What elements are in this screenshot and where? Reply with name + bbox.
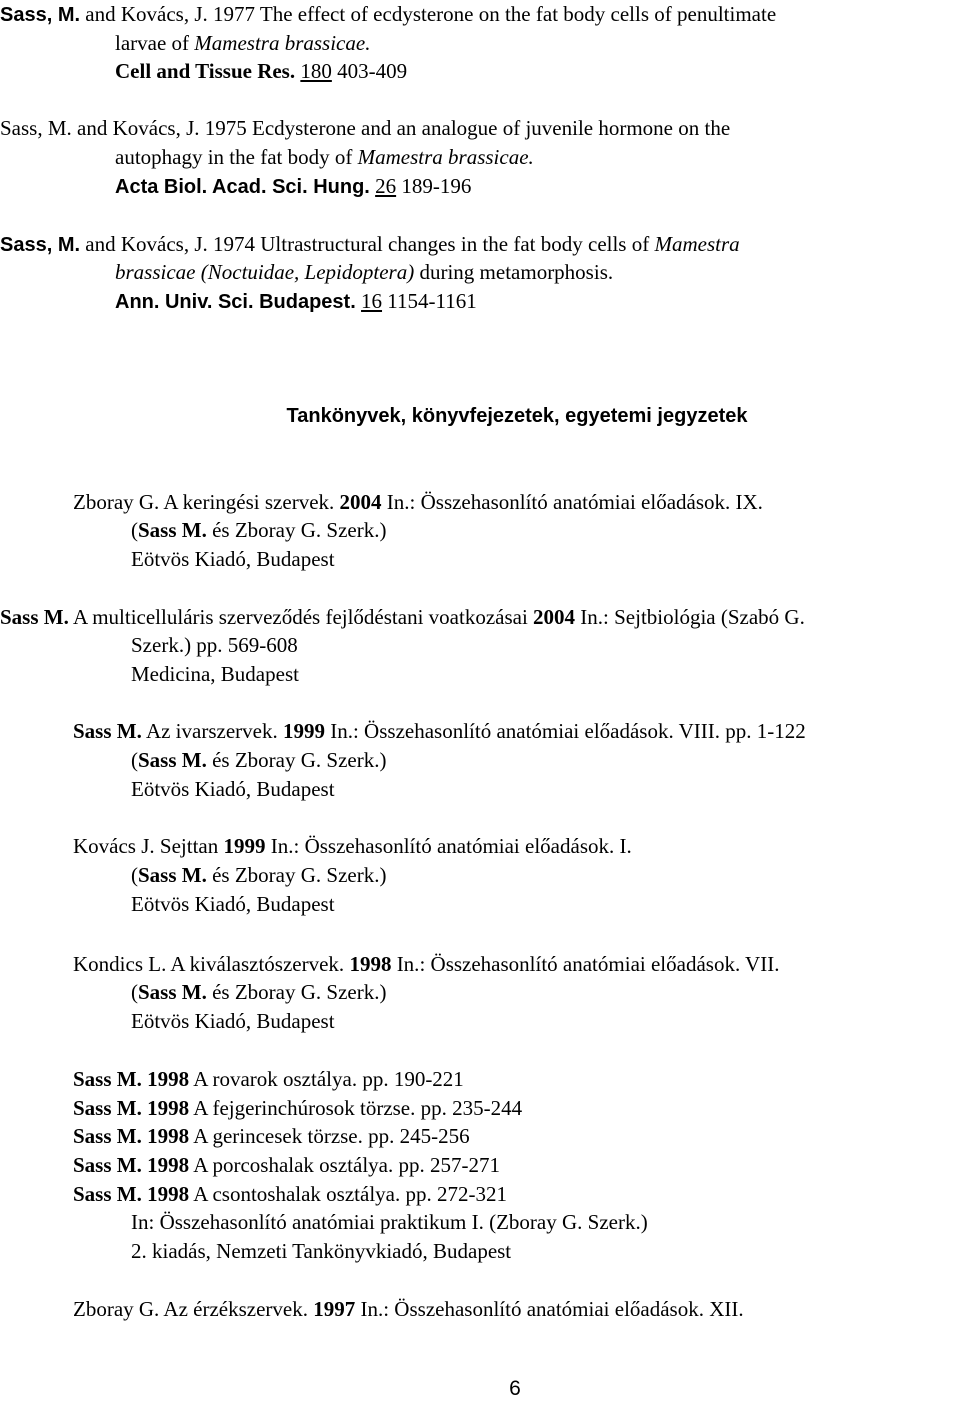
book-2-line-2: Szerk.) pp. 569-608 xyxy=(131,633,298,657)
ref-1-author: Sass, M. xyxy=(0,4,81,26)
ref-1-line-2: larvae of Mamestra brassicae. xyxy=(115,31,371,55)
ref-3-author: Sass, M. xyxy=(0,234,81,256)
book-6-in-line: In: Összehasonlító anatómiai praktikum I. (Zboray G. Szerk.) xyxy=(131,1210,648,1234)
book-4-publisher: Eötvös Kiadó, Budapest xyxy=(131,892,335,916)
list-item: Sass M. 1998 A porcoshalak osztálya. pp. 257-271 xyxy=(73,1153,500,1177)
book-4-line-1: Kovács J. Sejttan 1999 In.: Összehasonlító anatómiai előadások. I. xyxy=(73,834,632,858)
ref-1-species: Mamestra brassicae. xyxy=(194,31,371,55)
ref-3-line-2: brassicae (Noctuidae, Lepidoptera) during metamorphosis. xyxy=(115,260,614,284)
book-1-editors: (Sass M. és Zboray G. Szerk.) xyxy=(131,518,387,542)
book-4-editors: (Sass M. és Zboray G. Szerk.) xyxy=(131,863,387,887)
list-item: Sass M. 1998 A fejgerinchúrosok törzse. pp. 235-244 xyxy=(73,1096,523,1120)
book-3-publisher: Eötvös Kiadó, Budapest xyxy=(131,777,335,801)
ref-2-line-3: Acta Biol. Acad. Sci. Hung. 26 189-196 xyxy=(115,174,472,198)
book-7-line-1: Zboray G. Az érzékszervek. 1997 In.: Összehasonlító anatómiai előadások. XII. xyxy=(73,1297,744,1321)
list-item: Sass M. 1998 A csontoshalak osztálya. pp. 272-321 xyxy=(73,1182,507,1206)
book-1-line-1: Zboray G. A keringési szervek. 2004 In.: Összehasonlító anatómiai előadások. IX. xyxy=(73,490,763,514)
ref-2-line-1: Sass, M. and Kovács, J. 1975 Ecdysterone and an analogue of juvenile hormone on the xyxy=(0,116,731,140)
book-2-publisher: Medicina, Budapest xyxy=(131,662,299,686)
ref-3-species: brassicae (Noctuidae, Lepidoptera) xyxy=(115,260,415,284)
book-3-editors: (Sass M. és Zboray G. Szerk.) xyxy=(131,748,387,772)
book-5-editors: (Sass M. és Zboray G. Szerk.) xyxy=(131,980,387,1004)
ref-3-line-1: Sass, M. and Kovács, J. 1974 Ultrastructural changes in the fat body cells of Mamestra xyxy=(0,232,740,256)
list-item: Sass M. 1998 A gerincesek törzse. pp. 245-256 xyxy=(73,1124,470,1148)
ref-1-journal: Cell and Tissue Res. xyxy=(115,59,296,83)
ref-2-line-2: autophagy in the fat body of Mamestra brassicae. xyxy=(115,145,534,169)
book-2-line-1: Sass M. A multicelluláris szerveződés fejlődéstani voatkozásai 2004 In.: Sejtbiológia (Szabó G. xyxy=(0,605,805,629)
ref-3-volume: 16 xyxy=(361,289,383,313)
book-1-publisher: Eötvös Kiadó, Budapest xyxy=(131,547,335,571)
ref-1-line-1: Sass, M. and Kovács, J. 1977 The effect of ecdysterone on the fat body cells of penultimate xyxy=(0,2,777,26)
book-6-edition: 2. kiadás, Nemzeti Tankönyvkiadó, Budapest xyxy=(131,1239,512,1263)
ref-1-volume: 180 xyxy=(300,59,332,83)
book-5-line-1: Kondics L. A kiválasztószervek. 1998 In.: Összehasonlító anatómiai előadások. VII. xyxy=(73,952,780,976)
ref-3-line-3: Ann. Univ. Sci. Budapest. 16 1154-1161 xyxy=(115,289,477,313)
book-5-publisher: Eötvös Kiadó, Budapest xyxy=(131,1009,335,1033)
ref-3-journal: Ann. Univ. Sci. Budapest. xyxy=(115,291,356,313)
list-item: Sass M. 1998 A rovarok osztálya. pp. 190-221 xyxy=(73,1067,464,1091)
page-number: 6 xyxy=(509,1377,521,1400)
ref-1-line-3: Cell and Tissue Res. 180 403-409 xyxy=(115,59,408,83)
ref-2-journal: Acta Biol. Acad. Sci. Hung. xyxy=(115,176,370,198)
section-heading: Tankönyvek, könyvfejezetek, egyetemi jegyzetek xyxy=(286,405,748,427)
ref-2-species: Mamestra brassicae. xyxy=(357,145,534,169)
book-3-line-1: Sass M. Az ivarszervek. 1999 In.: Összehasonlító anatómiai előadások. VIII. pp. 1-122 xyxy=(73,719,806,743)
ref-2-volume: 26 xyxy=(375,174,397,198)
